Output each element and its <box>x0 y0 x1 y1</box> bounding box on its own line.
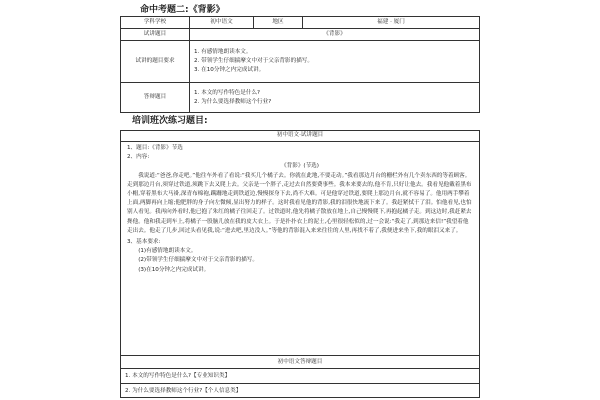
defense-question: 2. 为什么要选择教师这个行业?【个人信息类】 <box>125 388 242 394</box>
practice-header: 初中语文·试讲题目 <box>121 131 479 142</box>
requirement-item: 3. 在10分钟之内完成试讲。 <box>194 67 265 73</box>
defense-item: 2. 为什么要选择教师这个行业? <box>194 98 272 105</box>
passage-text: 我说道:“爸爸,你走吧。”他往车外看了看说:“我买几个橘子去。你就在此地,不要走动。”我看那边月台的栅栏外有几个卖东西的等着顾客。走到那边月台,须穿过铁道,须跳下去又爬上去。父亲是一个胖子,走过去自然要费事些。我本来要去的,他不肯,只好让他去。我看见他戴着黑布小帽,穿着黑布大马褂,深青布棉袍,蹒跚地走到铁道边,慢慢探身下去,尚不大难。可是他穿过铁道,要爬上那边月台,就不容易了。他用两手攀着上面,两脚再向上缩;他肥胖的身子向左微倾,显出努力的样子。这时我看见他的背影,我的泪很快地流下来了。我赶紧拭干了泪。怕他看见,也怕别人看见。我再向外看时,他已抱了朱红的橘子往回走了。过铁道时,他先将橘子散放在地上,自己慢慢爬下,再抱起橘子走。到这边时,我赶紧去搀他。他和我走到车上,将橘子一股脑儿放在我的皮大衣上。于是扑扑衣上的泥土,心里很轻松似的,过一会说:“我走了,到那边来信!”我望着他走出去。他走了几步,回过头看见我,说:“进去吧,里边没人。”等他的背影混入来来往往的人里,再找不着了,我便进来坐下,我的眼泪又来了。 <box>127 172 472 234</box>
defense-item: 1. 本文的写作特色是什么? <box>194 89 261 96</box>
defense-list <box>190 83 480 113</box>
region-value: 福建 · 厦门 <box>303 17 480 29</box>
requirements-label: 试讲的题目要求 <box>121 41 190 83</box>
practice-requirement: (1)有感情地朗读本文。 <box>138 248 197 255</box>
section-title-exam: 命中考题二:《背影》 <box>140 5 225 15</box>
practice-requirement: (2)带领学生仔细揣摩文中对于父亲背影的描写。 <box>138 257 258 264</box>
passage-title: 《背影》(节选) <box>281 163 319 170</box>
topic-label: 试讲题目 <box>121 29 190 41</box>
region-label: 地区 <box>254 17 303 29</box>
requirement-item: 2. 带领学生仔细揣摩文中对于父亲背影的描写。 <box>194 58 313 64</box>
topic-value: 《背影》 <box>190 29 480 41</box>
practice-body <box>121 142 479 277</box>
defense-box <box>120 356 480 398</box>
school-label: 学科学校 <box>121 17 190 29</box>
info-table <box>120 16 480 113</box>
defense-label: 答辩题目 <box>121 83 190 113</box>
requirements-list <box>190 41 480 83</box>
practice-box <box>120 130 480 356</box>
requirement-item: 1. 有感情地朗读本文。 <box>194 49 252 55</box>
defense-question: 1. 本文的写作特色是什么?【专业知识类】 <box>121 369 479 384</box>
subject-value: 初中语文 <box>190 17 254 29</box>
defense-box-header: 初中语文答辩题目 <box>121 356 479 369</box>
practice-requirement: (3)在10分钟之内完成试讲。 <box>138 266 210 273</box>
practice-item-content: 2、内容: <box>127 154 150 161</box>
practice-item-title: 1、题目:《背影》节选 <box>127 145 183 151</box>
section-title-practice: 培训班次练习题目: <box>132 116 208 126</box>
practice-item-requirements: 3、基本要求: <box>127 239 161 246</box>
